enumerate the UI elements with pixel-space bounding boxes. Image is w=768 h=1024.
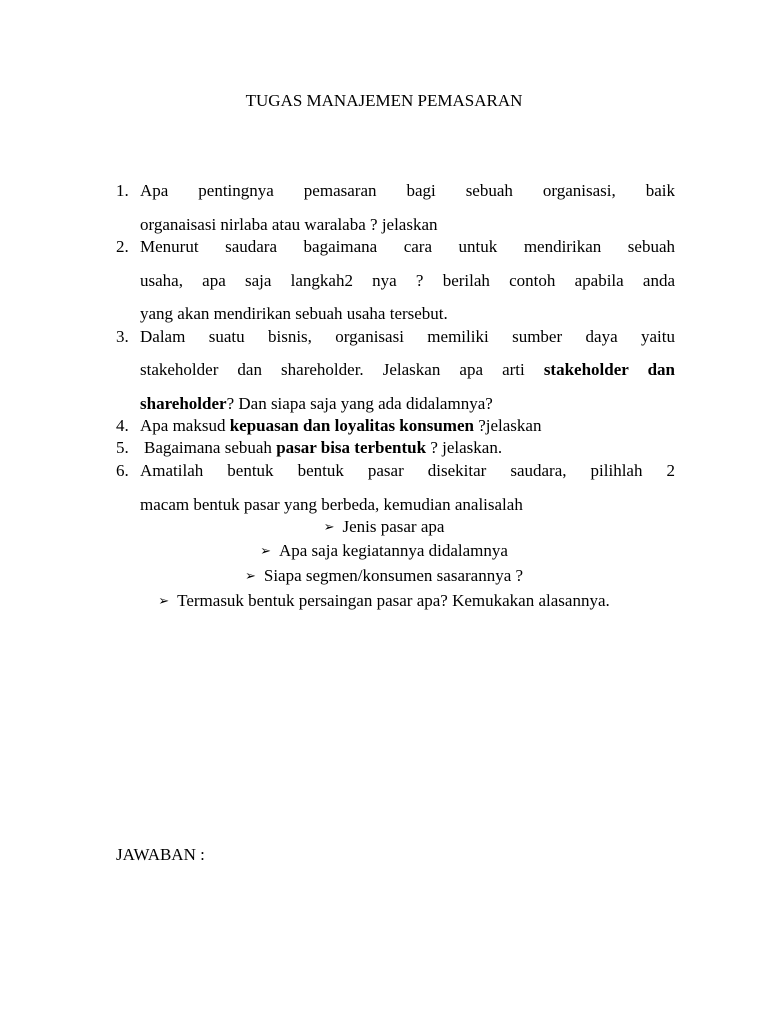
question-number: 4. (116, 416, 129, 435)
bullet-text: Jenis pasar apa (342, 517, 445, 536)
question-2-line-2: usaha, apa saja langkah2 nya ? berilah contoh apabila anda (140, 271, 675, 290)
bullet-text: Siapa segmen/konsumen sasarannya ? (263, 566, 524, 585)
question-5-bold-term: pasar bisa terbentuk (276, 438, 427, 457)
question-3-bold-term: shareholder (140, 394, 227, 413)
question-5-text: Bagaimana sebuah (144, 438, 272, 457)
question-3-bold-term: stakeholder dan (543, 360, 675, 379)
bullet-item (0, 541, 768, 563)
arrow-bullet-icon: ➢ (244, 569, 256, 584)
page-title: TUGAS MANAJEMEN PEMASARAN (245, 91, 523, 110)
bullet-text: Termasuk bentuk persaingan pasar apa? Kemukakan alasannya. (177, 591, 610, 610)
question-1-line-1: Apa pentingnya pemasaran bagi sebuah organisasi, baik (140, 181, 675, 200)
question-4-text: Apa maksud (140, 416, 226, 435)
question-number: 1. (116, 181, 129, 200)
question-6-line-2: macam bentuk pasar yang berbeda, kemudian analisalah (140, 495, 523, 514)
question-4-text: ?jelaskan (478, 416, 542, 435)
question-2-line-1: Menurut saudara bagaimana cara untuk mendirikan sebuah (140, 237, 675, 256)
arrow-bullet-icon: ➢ (323, 520, 335, 535)
arrow-bullet-icon: ➢ (158, 594, 170, 609)
question-5-line-1 (144, 438, 679, 458)
question-1-line-2: organaisasi nirlaba atau waralaba ? jelaskan (140, 215, 438, 234)
question-3-line-1: Dalam suatu bisnis, organisasi memiliki sumber daya yaitu (140, 327, 675, 346)
arrow-bullet-icon: ➢ (260, 544, 271, 559)
question-6-line-1: Amatilah bentuk bentuk pasar disekitar saudara, pilihlah 2 (140, 461, 675, 480)
question-4-bold-term: kepuasan dan loyalitas konsumen (229, 416, 474, 435)
question-number: 6. (116, 461, 129, 480)
question-4-line-1 (140, 416, 675, 436)
question-number: 3. (116, 327, 129, 346)
bullet-item (0, 591, 768, 613)
question-3-text: stakeholder dan shareholder. Jelaskan apa arti (140, 360, 525, 379)
question-3-line-2 (140, 360, 675, 380)
question-number: 5. (116, 438, 129, 457)
bullet-item (0, 566, 768, 588)
question-3-text: ? Dan siapa saja yang ada didalamnya? (226, 394, 493, 413)
question-2-line-3: yang akan mendirikan sebuah usaha tersebut. (140, 304, 448, 323)
question-number: 2. (116, 237, 129, 256)
question-3-line-3 (140, 394, 675, 414)
answer-label: JAWABAN : (116, 845, 205, 864)
bullet-item (0, 517, 768, 539)
bullet-text: Apa saja kegiatannya didalamnya (278, 541, 508, 560)
question-5-text: ? jelaskan. (430, 438, 503, 457)
